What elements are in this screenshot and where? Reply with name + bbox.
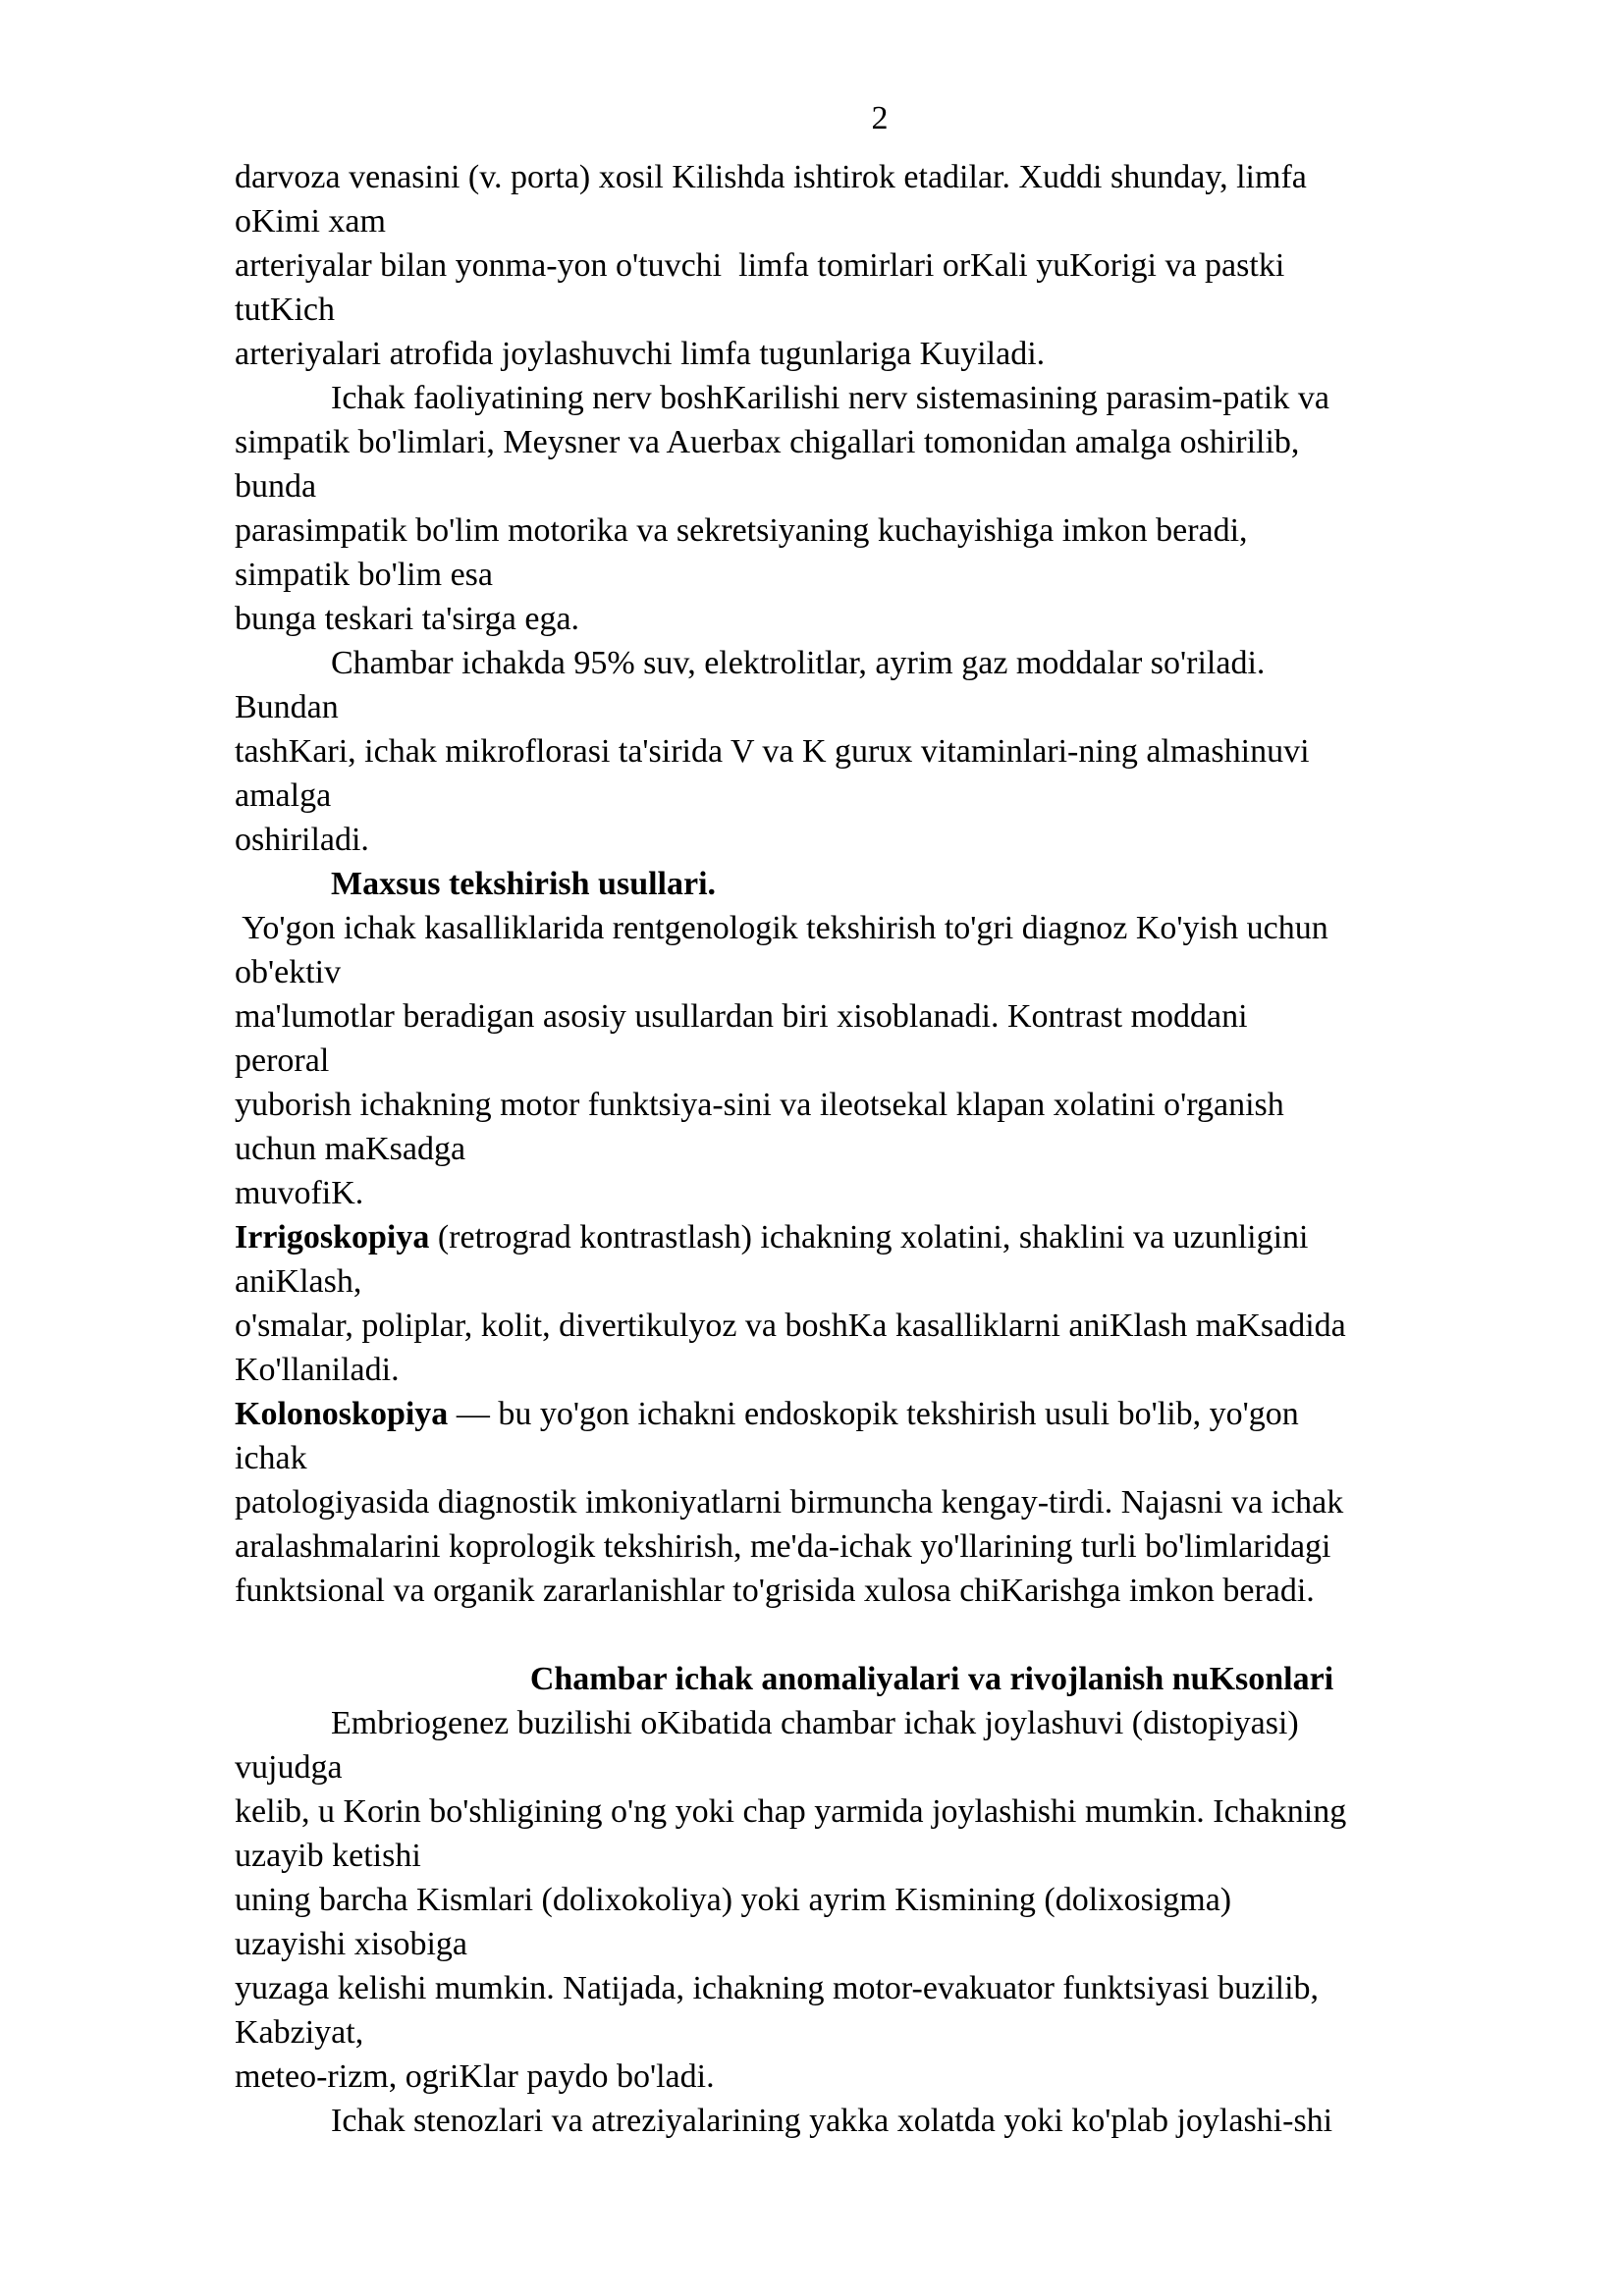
text-line: o'smalar, poliplar, kolit, divertikulyoz va boshKa kasalliklarni aniKlash maKsadida: [235, 1308, 1346, 1344]
text-line: ma'lumotlar beradigan asosiy usullardan biri xisoblanadi. Kontrast moddani: [235, 998, 1248, 1035]
section-heading: Maxsus tekshirish usullari.: [331, 866, 717, 902]
text-line: amalga: [235, 777, 332, 814]
term-irrigoskopiya: Irrigoskopiya: [235, 1219, 430, 1255]
blank-line: [235, 1613, 1590, 1657]
text-line: Ko'llaniladi.: [235, 1352, 400, 1388]
chapter-heading: Chambar ichak anomaliyalari va rivojlanish nuKsonlari: [529, 1661, 1334, 1697]
document-body: [235, 155, 1590, 2143]
text-line: ichak: [235, 1440, 307, 1476]
term-definition: — bu yo'gon ichakni endoskopik tekshirish usuli bo'lib, yo'gon: [448, 1396, 1299, 1432]
text-line: parasimpatik bo'lim motorika va sekretsiyaning kuchayishiga imkon beradi,: [235, 512, 1248, 549]
text-line: aralashmalarini koprologik tekshirish, me'da-ichak yo'llarining turli bo'limlaridagi: [235, 1528, 1331, 1565]
text-line: ob'ektiv: [235, 954, 342, 990]
text-line: tutKich: [235, 292, 335, 328]
text-line: tashKari, ichak mikroflorasi ta'sirida V va K gurux vitaminlari-ning almashinuvi: [235, 733, 1310, 770]
text-line: bunda: [235, 468, 317, 505]
text-line: uning barcha Kismlari (dolixokoliya) yoki ayrim Kismining (dolixosigma): [235, 1882, 1232, 1918]
text-line: Yo'gon ichak kasalliklarida rentgenologik tekshirish to'gri diagnoz Ko'yish uchun: [235, 910, 1328, 946]
text-line: meteo-rizm, ogriKlar paydo bo'ladi.: [235, 2058, 715, 2095]
text-line: uchun maKsadga: [235, 1131, 466, 1167]
text-line: aniKlash,: [235, 1263, 362, 1300]
paragraph-start-line: Ichak stenozlari va atreziyalarining yakka xolatda yoki ko'plab joylashi-shi: [331, 2103, 1333, 2139]
text-line: kelib, u Korin bo'shligining o'ng yoki chap yarmida joylashishi mumkin. Ichakning: [235, 1793, 1347, 1830]
text-line: patologiyasida diagnostik imkoniyatlarni birmuncha kengay-tirdi. Najasni va ichak: [235, 1484, 1344, 1521]
term-line-kolonoskopiya: [235, 1392, 1590, 1436]
text-line: yuborish ichakning motor funktsiya-sini va ileotsekal klapan xolatini o'rganish: [235, 1087, 1284, 1123]
text-line: Bundan: [235, 689, 339, 725]
text-line: Kabziyat,: [235, 2014, 364, 2051]
text-line: vujudga: [235, 1749, 343, 1786]
text-line: arteriyalari atrofida joylashuvchi limfa tugunlariga Kuyiladi.: [235, 336, 1046, 372]
text-line: uzayib ketishi: [235, 1838, 421, 1874]
text-line: oshiriladi.: [235, 822, 369, 858]
term-kolonoskopiya: Kolonoskopiya: [235, 1396, 449, 1432]
paragraph-start-line: Embriogenez buzilishi oKibatida chambar ichak joylashuvi (distopiyasi): [331, 1705, 1299, 1741]
term-line-irrigoskopiya: [235, 1215, 1590, 1259]
text-line: bunga teskari ta'sirga ega.: [235, 601, 580, 637]
text-line: funktsional va organik zararlanishlar to'grisida xulosa chiKarishga imkon beradi.: [235, 1573, 1315, 1609]
paragraph-start-line: Ichak faoliyatining nerv boshKarilishi nerv sistemasining parasim-patik va: [331, 380, 1329, 416]
term-definition: (retrograd kontrastlash) ichakning xolatini, shaklini va uzunligini: [437, 1219, 1309, 1255]
page-number: 2: [871, 100, 889, 136]
text-line: simpatik bo'limlari, Meysner va Auerbax chigallari tomonidan amalga oshirilib,: [235, 424, 1300, 460]
paragraph-start-line: Chambar ichakda 95% suv, elektrolitlar, ayrim gaz moddalar so'riladi.: [331, 645, 1266, 681]
text-line: simpatik bo'lim esa: [235, 557, 493, 593]
text-line: arteriyalar bilan yonma-yon o'tuvchi limfa tomirlari orKali yuKorigi va pastki: [235, 247, 1285, 284]
text-line: oKimi xam: [235, 203, 386, 240]
text-line: muvofiK.: [235, 1175, 364, 1211]
text-line: darvoza venasini (v. porta) xosil Kilishda ishtirok etadilar. Xuddi shunday, limfa: [235, 159, 1307, 195]
text-line: yuzaga kelishi mumkin. Natijada, ichakning motor-evakuator funktsiyasi buzilib,: [235, 1970, 1320, 2006]
text-line: peroral: [235, 1042, 330, 1079]
text-line: uzayishi xisobiga: [235, 1926, 468, 1962]
